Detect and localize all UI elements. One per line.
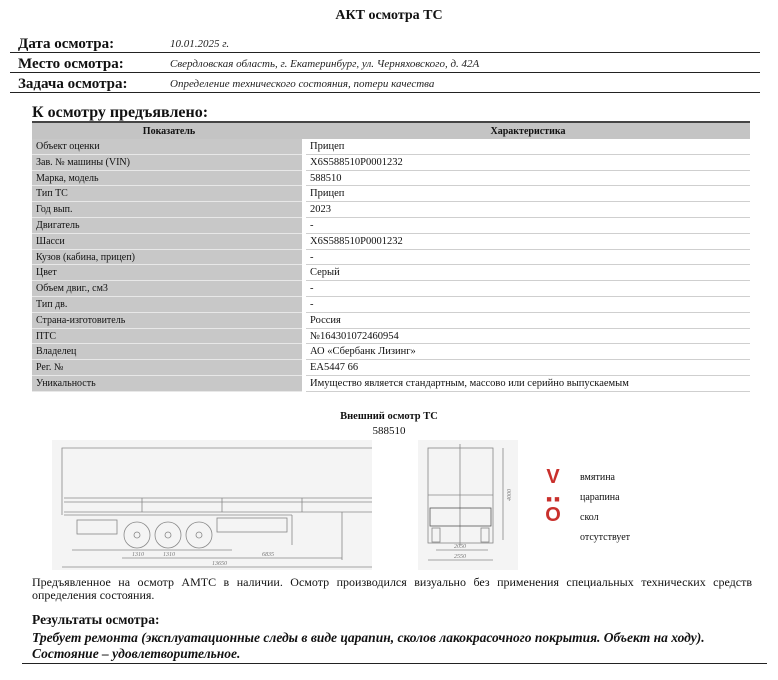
inspection-place-value: Свердловская область, г. Екатеринбург, ул. Черняховского, д. 42А [170,58,480,70]
table-row [32,297,750,313]
trailer-side-view-drawing [52,440,372,570]
parameter-cell: Марка, модель [32,171,302,187]
legend-label-scratch: царапина [580,492,620,503]
parameter-cell: Уникальность [32,376,302,392]
dent-icon: V [546,466,560,488]
parameter-cell: Владелец [32,344,302,360]
inspection-date-label: Дата осмотра: [18,36,115,52]
svg-text:6835: 6835 [262,552,274,558]
value-cell: - [306,281,750,297]
inspection-task-value: Определение технического состояния, потери качества [170,78,435,90]
inspection-task-label: Задача осмотра: [18,76,128,92]
parameter-cell: Тип дв. [32,297,302,313]
value-cell: АО «Сбербанк Лизинг» [306,344,750,360]
column-header-parameter: Показатель [142,126,196,137]
inspection-task-row [10,76,760,93]
parameter-cell: Объем двиг., см3 [32,281,302,297]
value-cell: Россия [306,313,750,329]
value-cell: Прицеп [306,186,750,202]
parameter-cell: Объект оценки [32,139,302,155]
svg-text:2050: 2050 [454,544,466,550]
table-row [32,234,750,250]
value-cell: Серый [306,265,750,281]
parameter-cell: Двигатель [32,218,302,234]
trailer-rear-view-drawing [418,440,518,570]
presented-section-title: К осмотру предъявлено: [32,104,209,121]
table-row [32,265,750,281]
exterior-model: 588510 [372,425,406,437]
parameter-cell: Год вып. [32,202,302,218]
parameter-cell: Зав. № машины (VIN) [32,155,302,171]
table-row [32,376,750,392]
scratch-icon: ■ ■ [546,494,560,504]
parameter-cell: Шасси [32,234,302,250]
table-row [32,360,750,376]
value-cell: X6S588510P0001232 [306,234,750,250]
table-row [32,329,750,345]
inspection-place-row [10,56,760,73]
exterior-inspection-title: Внешний осмотр ТС [340,411,438,422]
value-cell: X6S588510P0001232 [306,155,750,171]
table-header [32,123,750,139]
table-row [32,250,750,266]
vehicle-characteristics-table [32,121,750,392]
results-title: Результаты осмотра: [32,612,160,627]
svg-text:1310: 1310 [132,552,144,558]
parameter-cell: Рег. № [32,360,302,376]
table-row [32,281,750,297]
inspection-note: Предъявленное на осмотр АМТС в наличии. Осмотр производился визуально без применения специальных технических средств определения состояния. [32,575,752,602]
svg-text:4000: 4000 [507,489,513,501]
parameter-cell: Цвет [32,265,302,281]
parameter-cell: Страна-изготовитель [32,313,302,329]
legend-label-missing: отсутствует [580,532,631,543]
legend-label-dent: вмятина [580,472,615,483]
value-cell: 588510 [306,171,750,187]
value-cell: - [306,218,750,234]
svg-text:13650: 13650 [212,561,227,567]
column-header-characteristic: Характеристика [490,126,566,137]
table-row [32,344,750,360]
value-cell: - [306,250,750,266]
value-cell: - [306,297,750,313]
table-row [32,202,750,218]
parameter-cell: ПТС [32,329,302,345]
table-row [32,139,750,155]
value-cell: 2023 [306,202,750,218]
trailer-side-view-icon [52,440,372,570]
table-row [32,313,750,329]
value-cell: ЕА5447 66 [306,360,750,376]
table-body [32,139,750,392]
inspection-date-value: 10.01.2025 г. [170,38,230,50]
chip-icon: O [545,504,561,526]
svg-text:1310: 1310 [163,552,175,558]
inspection-date-row [10,36,760,53]
trailer-rear-view-icon [418,440,518,570]
value-cell: №164301072460954 [306,329,750,345]
document-title: АКТ осмотра ТС [335,8,443,23]
value-cell: Прицеп [306,139,750,155]
parameter-cell: Тип ТС [32,186,302,202]
legend-label-chip: скол [580,512,599,523]
table-row [32,186,750,202]
svg-text:2550: 2550 [454,554,466,560]
table-row [32,171,750,187]
table-row [32,218,750,234]
table-row [32,155,750,171]
value-cell: Имущество является стандартным, массово или серийно выпускаемым [306,376,750,392]
inspection-place-label: Место осмотра: [18,56,124,72]
parameter-cell: Кузов (кабина, прицеп) [32,250,302,266]
results-text: Требует ремонта (эксплуатационные следы в виде царапин, сколов лакокрасочного покрытия. Объект на ходу). Состояние – удовлетворительное. [22,630,767,664]
